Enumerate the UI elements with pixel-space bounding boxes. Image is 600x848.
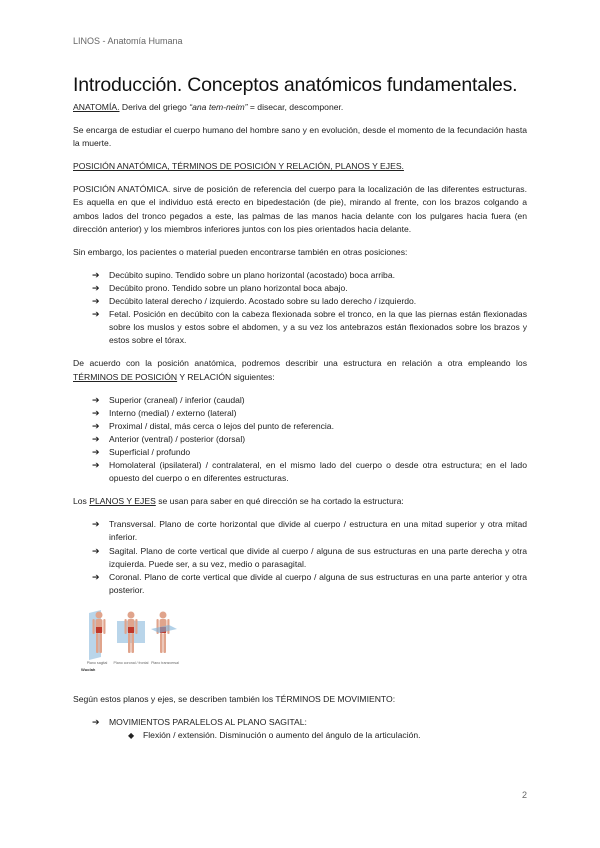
movements-list <box>73 716 527 729</box>
positions-list <box>73 269 527 348</box>
list-item: ➔ Superficial / profundo <box>109 446 527 459</box>
list-item: ◆ Flexión / extensión. Disminución o aumento del ángulo de la articulación. <box>143 729 527 742</box>
arrow-icon: ➔ <box>92 717 100 727</box>
movimiento-paragraph: Según estos planos y ejes, se describen también los TÉRMINOS DE MOVIMIENTO: <box>73 693 396 704</box>
caption-sagital: Plano sagital <box>86 660 108 665</box>
list-item: ➔ Decúbito supino. Tendido sobre un plano horizontal (acostado) boca arriba. <box>109 269 527 282</box>
arrow-icon: ➔ <box>92 571 100 582</box>
arrow-icon: ➔ <box>92 545 100 556</box>
list-item: ➔ Anterior (ventral) / posterior (dorsal) <box>109 433 527 446</box>
acuerdo-paragraph: De acuerdo con la posición anatómica, podremos describir una estructura en relación a otra empleando los TÉRMINOS DE POSICIÓN Y RELACIÓN siguientes: <box>73 358 527 382</box>
arrow-icon: ➔ <box>92 296 100 307</box>
coronal-figure <box>117 611 145 653</box>
anatomia-paragraph: ANATOMÍA. Deriva del griego “ana tem-neim” = disecar, descomponer. <box>73 102 344 112</box>
arrow-icon: ➔ <box>92 394 100 405</box>
planes-list <box>73 518 527 597</box>
list-item: ➔ Transversal. Plano de corte horizontal que divide al cuerpo / estructura en una mitad superior y otra mitad inferior. <box>92 519 527 543</box>
list-item: ➔ Decúbito lateral derecho / izquierdo. Acostado sobre su lado derecho / izquierdo. <box>109 295 527 308</box>
sagittal-figure <box>89 610 106 660</box>
list-item: ➔ Sagital. Plano de corte vertical que divide al cuerpo / alguna de sus estructuras en una parte derecha y otra izquierda. Puede ser, a su vez, medio o parasagital. <box>92 545 527 569</box>
greek-term: “ana tem-neim” <box>189 102 248 112</box>
anatomia-term: ANATOMÍA. <box>73 102 120 112</box>
arrow-icon: ➔ <box>92 420 100 431</box>
document-body <box>73 101 527 742</box>
list-item: ➔ Coronal. Plano de corte vertical que divide al cuerpo / alguna de sus estructuras en una parte anterior y otra posterior. <box>92 571 527 595</box>
list-item: ➔ MOVIMIENTOS PARALELOS AL PLANO SAGITAL: <box>109 716 527 729</box>
arrow-icon: ➔ <box>92 519 100 530</box>
intro-paragraph: Se encarga de estudiar el cuerpo humano del hombre sano y en evolución, desde el momento de la fecundación hasta la muerte. <box>73 125 527 149</box>
section-heading: POSICIÓN ANATÓMICA, TÉRMINOS DE POSICIÓN Y RELACIÓN, PLANOS Y EJES. <box>73 161 404 172</box>
page-title: Introducción. Conceptos anatómicos fundamentales. <box>73 74 518 96</box>
caption-coronal: Plano coronal / frontal <box>113 660 149 665</box>
posicion-paragraph: POSICIÓN ANATÓMICA. sirve de posición de referencia del cuerpo para la localización de las diferentes estructuras. Es aquella en que el individuo está erecto en bipedestación (de pie), mirando al frente, con los brazos colgando a ambos lados del tronco pegados a este, las palmas de las manos hacia delante con los pulgares hacia fuera (en dirección anterior) y los miembros inferiores juntos con los pies orientados hacia delante. <box>73 184 527 234</box>
movements-sublist <box>73 729 527 742</box>
page-number: 2 <box>521 790 527 800</box>
sin-embargo-paragraph: Sin embargo, los pacientes o material pueden encontrarse también en otras posiciones: <box>73 246 408 257</box>
list-item: ➔ Superior (craneal) / inferior (caudal) <box>109 394 527 407</box>
transverse-figure <box>151 611 177 653</box>
planes-illustration <box>77 607 217 673</box>
arrow-icon: ➔ <box>92 282 100 293</box>
planos-paragraph: Los PLANOS Y EJES se usan para saber en qué dirección se ha cortado la estructura: <box>73 496 404 507</box>
arrow-icon: ➔ <box>92 269 100 280</box>
list-item: ➔ Homolateral (ipsilateral) / contralateral, en el mismo lado del cuerpo o desde otra estructura; en el lado opuesto del cuerpo o en diferentes estructuras. <box>92 460 527 484</box>
caption-transversal: Plano transversal <box>151 660 179 665</box>
arrow-icon: ➔ <box>92 407 100 418</box>
anatomical-planes-figure <box>77 607 217 673</box>
arrow-icon: ➔ <box>92 433 100 444</box>
terms-list <box>73 394 527 486</box>
figure-credit: Wuolah <box>81 666 96 672</box>
list-item: ➔ Proximal / distal, más cerca o lejos del punto de referencia. <box>109 420 527 433</box>
list-item: ➔ Fetal. Posición en decúbito con la cabeza flexionada sobre el tronco, en la que las piernas están flexionadas sobre los muslos y estos sobre el abdomen, y a su vez los antebrazos están flexionados sobre los brazos y estos sobre el tórax. <box>92 309 527 346</box>
list-item: ➔ Interno (medial) / externo (lateral) <box>109 407 527 420</box>
arrow-icon: ➔ <box>92 309 100 320</box>
arrow-icon: ➔ <box>92 460 100 471</box>
terminos-posicion-term: TÉRMINOS DE POSICIÓN <box>73 371 178 382</box>
diamond-bullet-icon: ◆ <box>128 731 135 741</box>
running-header: LINOS - Anatomía Humana <box>73 36 183 46</box>
arrow-icon: ➔ <box>92 446 100 457</box>
planos-ejes-term: PLANOS Y EJES <box>89 496 156 507</box>
list-item: ➔ Decúbito prono. Tendido sobre un plano horizontal boca abajo. <box>109 282 527 295</box>
